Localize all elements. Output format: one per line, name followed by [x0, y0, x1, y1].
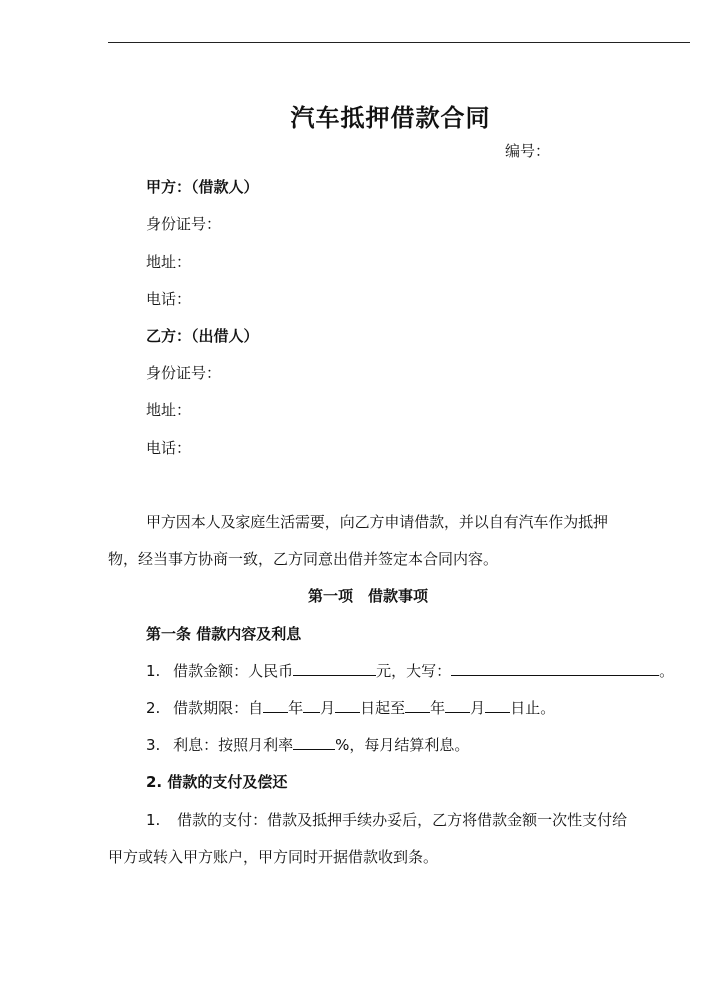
item-2-text-a: 借款期限：自: [173, 699, 264, 717]
item-2-text-g: 日止。: [510, 699, 556, 717]
payment-line-1: [146, 810, 627, 830]
item-1-text-b: 元，大写：: [376, 662, 452, 680]
end-day-blank[interactable]: [485, 698, 510, 713]
item-3-text-a: 利息：按照月利率: [173, 736, 294, 754]
contract-title: 汽车抵押借款合同: [290, 103, 491, 132]
party-b-address-label: 地址：: [146, 401, 192, 419]
item-2-text-f: 月: [470, 699, 486, 717]
party-b-id-label: 身份证号：: [146, 364, 222, 382]
item-1-number: 1.: [146, 662, 161, 680]
item-1-loan-amount: [146, 661, 674, 681]
intro-line-2: 物，经当事方协商一致，乙方同意出借并签定本合同内容。: [108, 550, 499, 568]
item-3-text-b: %，每月结算利息。: [335, 736, 470, 754]
party-a-address-label: 地址：: [146, 253, 192, 271]
party-b-phone-label: 电话：: [146, 439, 192, 457]
item-3-number: 3.: [146, 736, 161, 754]
contract-number-label: 编号：: [505, 142, 551, 160]
item-2-text-e: 年: [430, 699, 446, 717]
end-month-blank[interactable]: [445, 698, 470, 713]
party-a-heading: 甲方：（借款人）: [146, 178, 259, 196]
header-rule: [108, 42, 690, 43]
item-3-interest: [146, 735, 469, 755]
item-2-number: 2.: [146, 699, 161, 717]
section-1-heading: 第一项 借款事项: [308, 587, 429, 605]
end-year-blank[interactable]: [405, 698, 430, 713]
party-a-id-label: 身份证号：: [146, 215, 222, 233]
start-year-blank[interactable]: [263, 698, 288, 713]
party-b-heading: 乙方：（出借人）: [146, 327, 259, 345]
amount-number-blank[interactable]: [293, 661, 376, 676]
intro-line-1: 甲方因本人及家庭生活需要，向乙方申请借款，并以自有汽车作为抵押: [146, 513, 608, 531]
payment-text-1: 借款的支付：借款及抵押手续办妥后，乙方将借款金额一次性支付给: [177, 811, 628, 829]
start-day-blank[interactable]: [335, 698, 360, 713]
amount-words-blank[interactable]: [451, 661, 659, 676]
item-1-text-c: 。: [659, 662, 675, 680]
item-2-text-c: 月: [320, 699, 336, 717]
item-2-text-b: 年: [288, 699, 304, 717]
payment-number: 1.: [146, 811, 161, 829]
start-month-blank[interactable]: [303, 698, 320, 713]
article-1-heading: 第一条 借款内容及利息: [146, 625, 302, 643]
item-2-loan-term: [146, 698, 555, 718]
party-a-phone-label: 电话：: [146, 290, 192, 308]
item-2-text-d: 日起至: [360, 699, 406, 717]
item-1-text-a: 借款金额：人民币: [173, 662, 294, 680]
monthly-rate-blank[interactable]: [293, 735, 335, 750]
article-2-heading: 2. 借款的支付及偿还: [146, 773, 288, 791]
payment-line-2: 甲方或转入甲方账户，甲方同时开据借款收到条。: [108, 848, 439, 866]
